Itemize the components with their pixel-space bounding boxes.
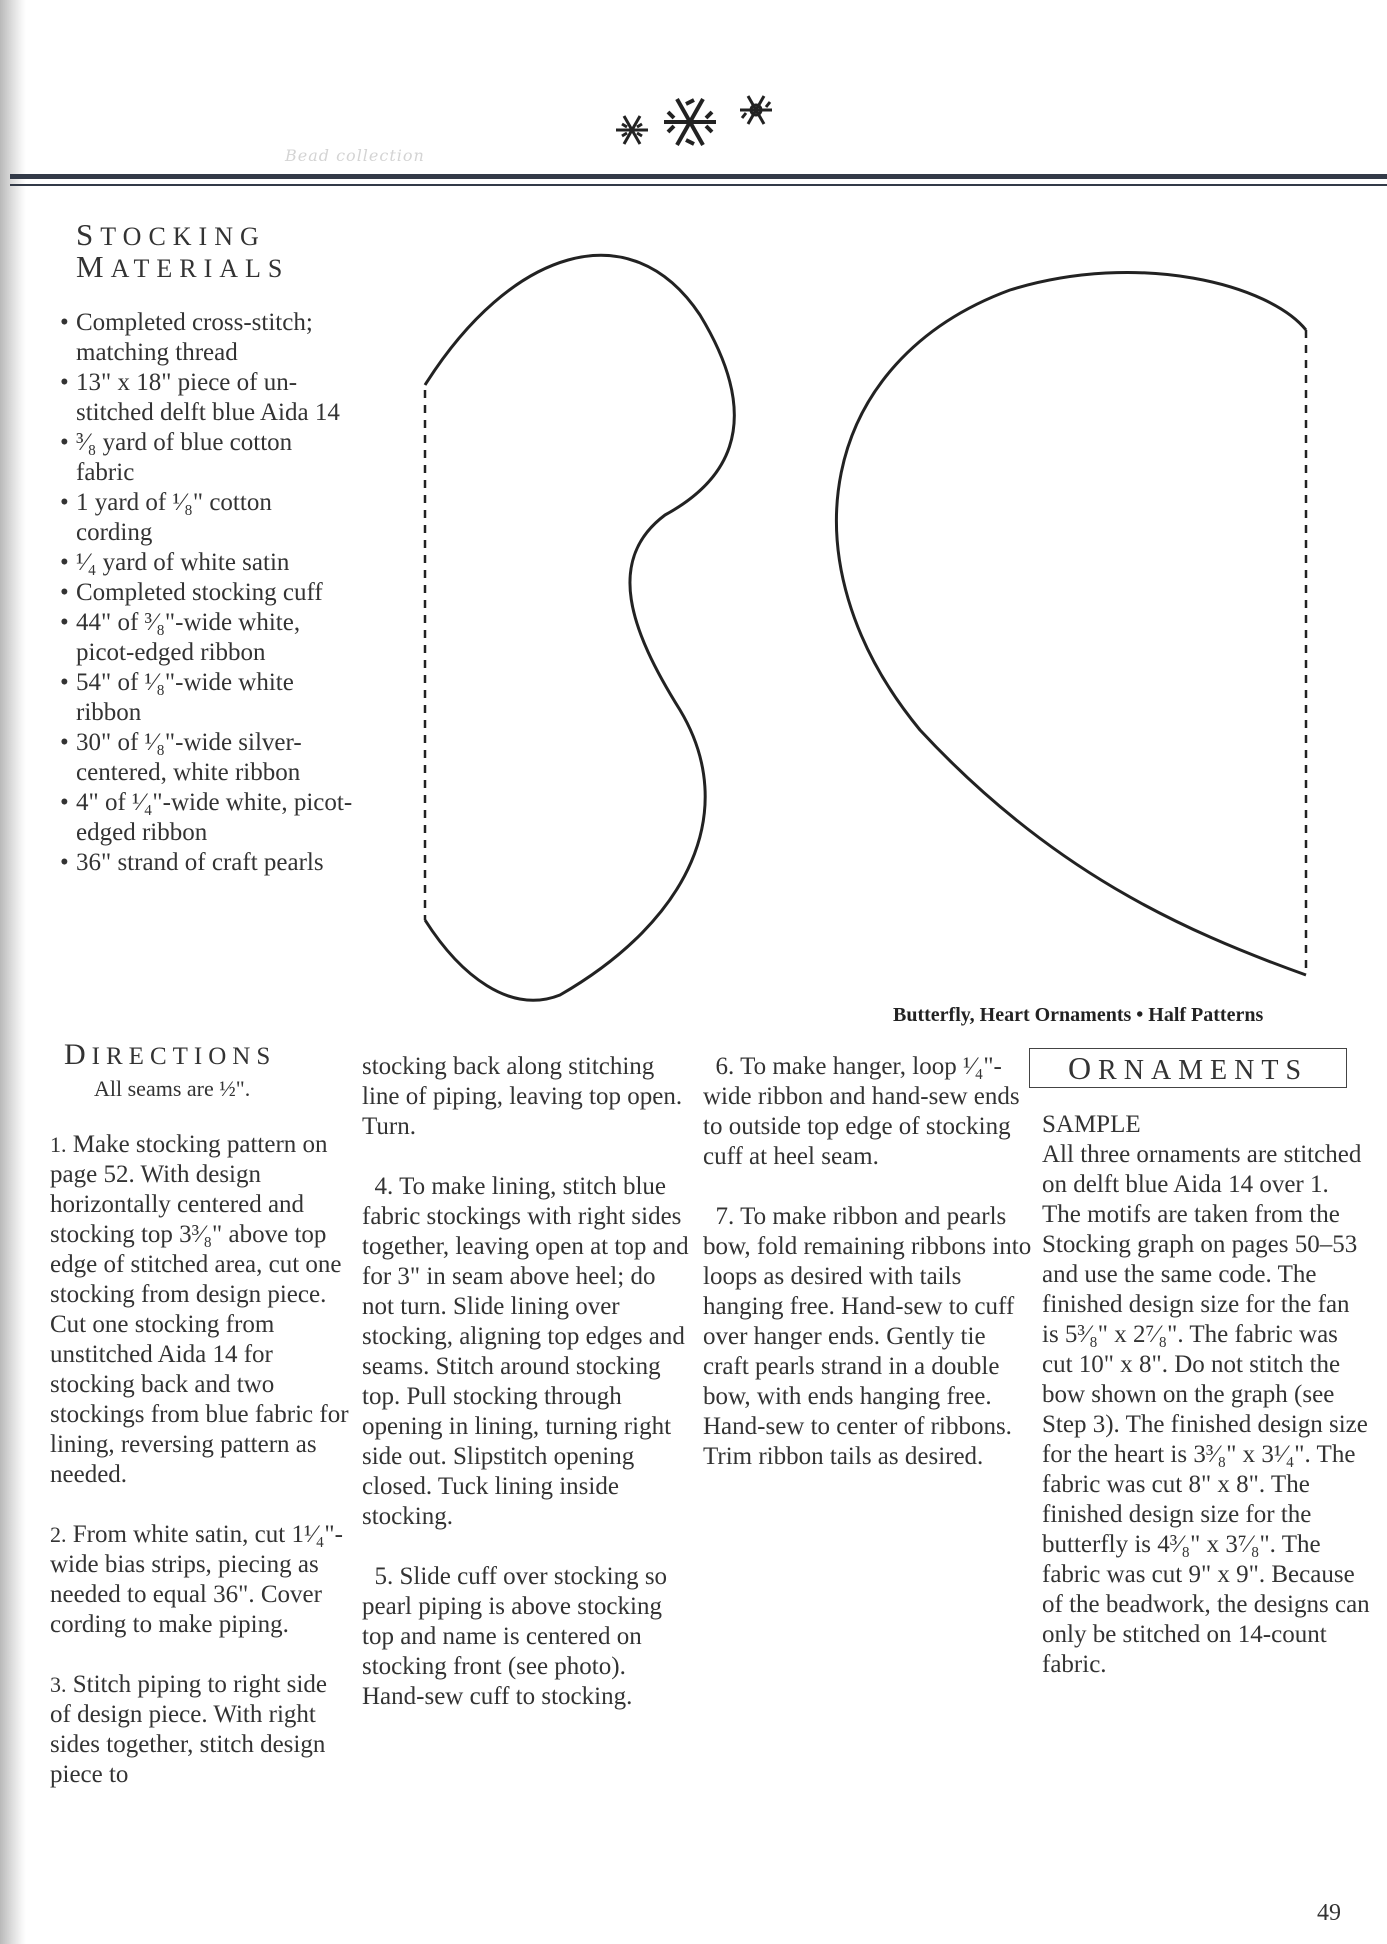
half-patterns-drawing xyxy=(400,230,1340,1030)
direction-step: 2. From white satin, cut 1¹⁄₄"-wide bias strips, piecing as needed to equal 36". Cover cording to make piping. xyxy=(50,1521,343,1638)
watermark-text: Bead collection xyxy=(285,146,425,165)
direction-step: 7. To make ribbon and pearls bow, fold remaining ribbons into loops as desired with tails hanging free. Hand-sew to cuff over hanger ends. Gently tie craft pearls strand in a double bow, with ends hanging free. Hand-sew to center of ribbons. Trim ribbon tails as desired. xyxy=(703,1203,1032,1470)
list-item: • ¹⁄₄ yard of white satin xyxy=(44,548,354,578)
ornaments-text: All three ornaments are stitched on delft blue Aida 14 over 1. The motifs are taken from the Stocking graph on pages 50–53 and use the same code. The finished design size for the fan is 5³⁄₈" x 2⁷⁄₈". The fabric was cut 10" x 8". Do not stitch the bow shown on the graph (see Step 3). The finished design size for the heart is 3³⁄₈" x 3¹⁄₄". The fabric was cut 8" x 8". The finished design size for the butterfly is 4³⁄₈" x 3⁷⁄₈". The fabric was cut 9" x 9". Because of the beadwork, the designs can only be stitched on 14-count fabric. xyxy=(1042,1141,1370,1678)
snowflake-ornament xyxy=(610,82,780,164)
sample-label: SAMPLE xyxy=(1042,1111,1141,1138)
butterfly-half-pattern xyxy=(425,255,734,1000)
direction-step: 4. To make lining, stitch blue fabric stockings with right sides together, leaving open at top and for 3" in seam above heel; do not turn. Slide lining over stocking, aligning top edges and seams. Stitch around stocking top. Pull stocking through opening in lining, turning right side out. Slipstitch opening closed. Tuck lining inside stocking. xyxy=(362,1173,689,1530)
snowflake-icon xyxy=(616,116,648,144)
ornaments-heading: ORNAMENTS xyxy=(1029,1048,1347,1088)
ornaments-column xyxy=(1042,1110,1372,1680)
list-item: • 4" of ¹⁄₄"-wide white, picot-edged ribbon xyxy=(44,788,354,848)
direction-step: 3. Stitch piping to right side of design piece. With right sides together, stitch design piece to xyxy=(50,1671,327,1788)
pattern-caption: Butterfly, Heart Ornaments • Half Patterns xyxy=(893,1004,1264,1026)
spine-shadow xyxy=(0,0,26,1944)
list-item: • ³⁄₈ yard of blue cotton fabric xyxy=(44,428,354,488)
direction-step: 1. Make stocking pattern on page 52. With design horizontally centered and stocking top 3³⁄₈" above top edge of stitched area, cut one stocking from design piece. Cut one stocking from unstitched Aida 14 for stocking back and two stockings from blue fabric for lining, reversing pattern as needed. xyxy=(50,1131,349,1488)
list-item: • 13" x 18" piece of un-stitched delft blue Aida 14 xyxy=(44,368,354,428)
snowflake-icon xyxy=(664,99,716,145)
stocking-materials-heading: STOCKING MATERIALS xyxy=(76,217,290,284)
materials-list xyxy=(44,308,354,878)
list-item: • Completed stocking cuff xyxy=(44,578,354,608)
page-number: 49 xyxy=(1317,1900,1341,1926)
directions-subtitle: All seams are ½". xyxy=(94,1076,251,1101)
header-rule-thick xyxy=(10,174,1387,179)
list-item: • Completed cross-stitch; matching thread xyxy=(44,308,354,368)
direction-step-continued: stocking back along stitching line of piping, leaving top open. Turn. xyxy=(362,1053,683,1140)
directions-column-2 xyxy=(362,1052,692,1742)
header-rule-thin xyxy=(10,184,1387,186)
list-item: • 30" of ¹⁄₈"-wide silver-centered, white ribbon xyxy=(44,728,354,788)
list-item: • 44" of ³⁄₈"-wide white, picot-edged ribbon xyxy=(44,608,354,668)
heart-half-pattern xyxy=(836,272,1306,975)
direction-step: 6. To make hanger, loop ¹⁄₄"-wide ribbon and hand-sew ends to outside top edge of stocking cuff at heel seam. xyxy=(703,1053,1020,1170)
snowflake-icon xyxy=(740,96,772,124)
directions-column-1 xyxy=(50,1130,350,1820)
directions-column-3 xyxy=(703,1052,1033,1502)
list-item: • 36" strand of craft pearls xyxy=(44,848,354,878)
directions-heading: DIRECTIONS xyxy=(64,1038,277,1071)
list-item: • 1 yard of ¹⁄₈" cotton cording xyxy=(44,488,354,548)
direction-step: 5. Slide cuff over stocking so pearl piping is above stocking top and name is centered on stocking front (see photo). Hand-sew cuff to stocking. xyxy=(362,1563,668,1710)
list-item: • 54" of ¹⁄₈"-wide white ribbon xyxy=(44,668,354,728)
